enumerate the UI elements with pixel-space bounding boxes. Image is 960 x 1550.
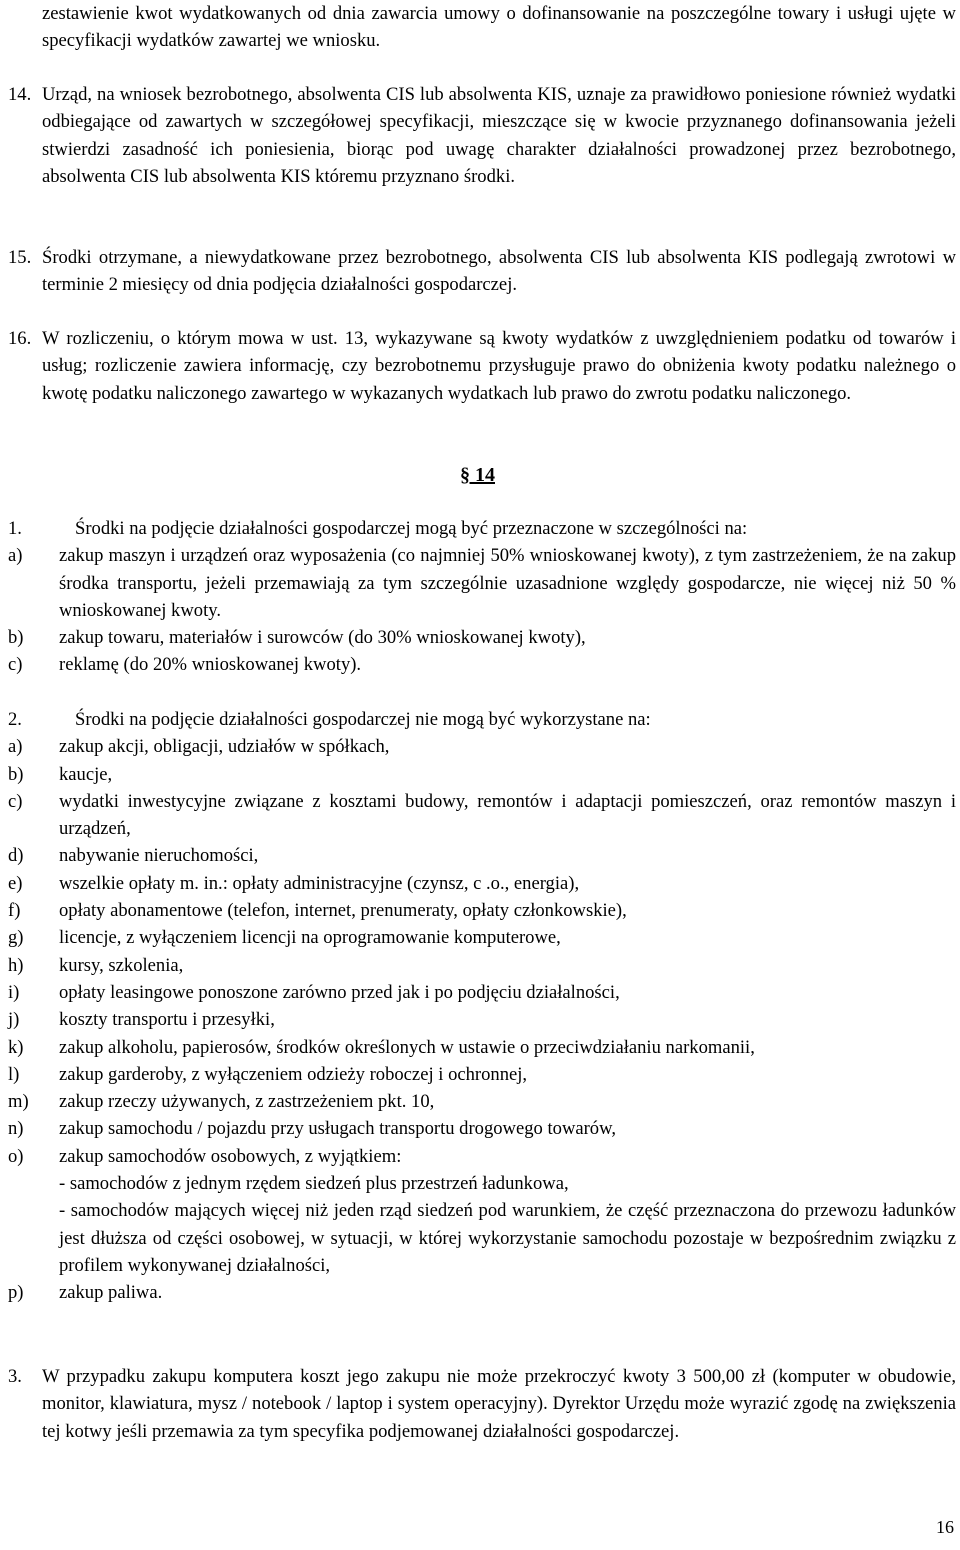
list-item	[8, 1061, 956, 1088]
paragraph-number: 15.	[8, 247, 32, 268]
paragraph-14	[8, 81, 956, 190]
list-item-label: j)	[8, 1009, 20, 1031]
paragraph-text: Środki otrzymane, a niewydatkowane przez bezrobotnego, absolwenta CIS lub absolwenta KIS podlegają zwrotowi w terminie 2 miesięcy od dnia podjęcia działalności gospodarczej.	[42, 247, 956, 296]
section-1	[8, 515, 956, 679]
list-item-label: e)	[8, 872, 23, 894]
list-item-label: n)	[8, 1118, 24, 1140]
list-item-text: zakup garderoby, z wyłączeniem odzieży roboczej i ochronnej,	[59, 1063, 528, 1085]
intro-paragraph: zestawienie kwot wydatkowanych od dnia zawarcia umowy o dofinansowanie na poszczególne towary i usługi ujęte w specyfikacji wydatków zawartej we wniosku.	[42, 3, 956, 52]
list-item	[8, 761, 956, 788]
list-item-label: l)	[8, 1063, 20, 1085]
list-item	[8, 979, 956, 1006]
sub-list-item-text: - samochodów mających więcej niż jeden rząd siedzeń pod warunkiem, że część przeznaczona do przewozu ładunków jest dłuższa od części osobowej, w sytuacji, w której wykorzystanie samochodu pozostaje w bezpośrednim związku z profilem wykonywanej działalności,	[59, 1200, 956, 1276]
list-item-text: licencje, z wyłączeniem licencji na oprogramowanie komputerowe,	[59, 927, 561, 949]
paragraph-15	[8, 244, 956, 299]
list-item-text: kaucje,	[59, 763, 113, 785]
paragraph-text: Urząd, na wniosek bezrobotnego, absolwenta CIS lub absolwenta KIS, uznaje za prawidłowo poniesione również wydatki odbiegające od zawartych w szczegółowej specyfikacji, mieszczące się w kwocie przyznanego dofinansowania jeżeli stwierdzi zasadność ich poniesienia, biorąc pod uwagę charakter działalności prowadzonej przez bezrobotnego, absolwenta CIS lub absolwenta KIS któremu przyznano środki.	[42, 84, 956, 187]
list-item-label: a)	[8, 736, 23, 758]
list-item-text: zakup maszyn i urządzeń oraz wyposażenia (co najmniej 50% wnioskowanej kwoty), z tym zastrzeżeniem, że na zakup środka transportu, jeżeli przemawiają za tym szczególnie uzasadnione względy gospodarcze, nie więcej niż 50 % wnioskowanej kwoty.	[59, 545, 956, 621]
list-item-label: c)	[8, 790, 23, 812]
section-1-heading	[8, 515, 956, 542]
list-item-text: zakup rzeczy używanych, z zastrzeżeniem pkt. 10,	[59, 1091, 435, 1113]
list-item-label: p)	[8, 1282, 24, 1304]
page-number: 16	[936, 1517, 954, 1537]
list-item	[8, 1115, 956, 1142]
section-heading-text: Środki na podjęcie działalności gospodarczej nie mogą być wykorzystane na:	[75, 709, 651, 730]
sub-list-item	[8, 1170, 956, 1197]
sub-list-item	[8, 1197, 956, 1279]
list-item	[8, 624, 956, 651]
list-item-text: wydatki inwestycyjne związane z kosztami budowy, remontów i adaptacji pomieszczeń, oraz remontów maszyn i urządzeń,	[59, 790, 956, 840]
list-item	[8, 870, 956, 897]
list-item-label: c)	[8, 654, 23, 676]
list-item	[8, 1006, 956, 1033]
list-item-text: opłaty leasingowe ponoszone zarówno przed jak i po podjęciu działalności,	[59, 981, 620, 1003]
list-item-text: zakup samochodów osobowych, z wyjątkiem:	[59, 1145, 402, 1167]
list-item	[8, 1143, 956, 1170]
paragraph-16	[8, 325, 956, 407]
list-item	[8, 952, 956, 979]
list-item	[8, 733, 956, 760]
list-item-label: f)	[8, 900, 21, 922]
section-2	[8, 706, 956, 1307]
paragraph-number: 16.	[8, 328, 32, 349]
list-item-text: reklamę (do 20% wnioskowanej kwoty).	[59, 654, 362, 676]
list-item	[8, 842, 956, 869]
list-item	[8, 788, 956, 843]
list-item-text: zakup akcji, obligacji, udziałów w spółkach,	[59, 736, 390, 758]
list-item-text: zakup towaru, materiałów i surowców (do 30% wnioskowanej kwoty),	[59, 627, 586, 649]
sub-list-item-text: - samochodów z jednym rzędem siedzeń plus przestrzeń ładunkowa,	[59, 1173, 569, 1195]
list-item-text: wszelkie opłaty m. in.: opłaty administracyjne (czynsz, c .o., energia),	[59, 872, 580, 894]
list-item-text: opłaty abonamentowe (telefon, internet, prenumeraty, opłaty członkowskie),	[59, 900, 627, 922]
list-item-text: kursy, szkolenia,	[59, 954, 184, 976]
list-item	[8, 651, 956, 678]
list-item	[8, 897, 956, 924]
list-item-text: zakup paliwa.	[59, 1282, 163, 1304]
section-sign: §	[460, 464, 470, 486]
paragraph-number: 14.	[8, 84, 32, 105]
section-number: 3.	[8, 1366, 22, 1387]
list-item	[8, 1034, 956, 1061]
section-3	[8, 1363, 956, 1445]
list-item-label: b)	[8, 627, 24, 649]
list-item-label: h)	[8, 954, 24, 976]
list-item-text: zakup alkoholu, papierosów, środków określonych w ustawie o przeciwdziałaniu narkomanii,	[59, 1036, 755, 1058]
list-item-text: zakup samochodu / pojazdu przy usługach transportu drogowego towarów,	[59, 1118, 616, 1140]
list-item-label: d)	[8, 845, 24, 867]
list-item	[8, 1279, 956, 1306]
list-item-label: g)	[8, 927, 24, 949]
section-heading-text: Środki na podjęcie działalności gospodarczej mogą być przeznaczone w szczególności na:	[75, 518, 748, 539]
list-item	[8, 542, 956, 624]
section-number: 2.	[8, 709, 22, 730]
section-number: 1.	[8, 518, 22, 539]
list-item-label: i)	[8, 981, 20, 1003]
paragraph-text: W przypadku zakupu komputera koszt jego zakupu nie może przekroczyć kwoty 3 500,00 zł (komputer w obudowie, monitor, klawiatura, mysz / notebook / laptop i system operacyjny). Dyrektor Urzędu może wyrazić zgodę na zwiększenia tej kotwy jeśli przemawia za tym specyfika podjemowanej działalności gospodarczej.	[42, 1366, 956, 1442]
list-item	[8, 1088, 956, 1115]
list-item-label: b)	[8, 763, 24, 785]
list-item	[8, 924, 956, 951]
list-item-text: nabywanie nieruchomości,	[59, 845, 259, 867]
section-2-heading	[8, 706, 956, 733]
list-item-label: k)	[8, 1036, 24, 1058]
list-item-text: koszty transportu i przesyłki,	[59, 1009, 275, 1031]
section-heading	[460, 462, 495, 489]
paragraph-text: W rozliczeniu, o którym mowa w ust. 13, wykazywane są kwoty wydatków z uwzględnieniem podatku od towarów i usług; rozliczenie zawiera informację, czy bezrobotnemu przysługuje prawo do obniżenia kwoty podatku należnego o kwotę podatku naliczonego zawartego w wykazanych wydatkach lub prawo do zwrotu podatku naliczonego.	[42, 328, 956, 404]
list-item-label: o)	[8, 1145, 24, 1167]
section-number: 14	[475, 464, 495, 486]
list-item-label: m)	[8, 1091, 29, 1113]
list-item-label: a)	[8, 545, 23, 567]
